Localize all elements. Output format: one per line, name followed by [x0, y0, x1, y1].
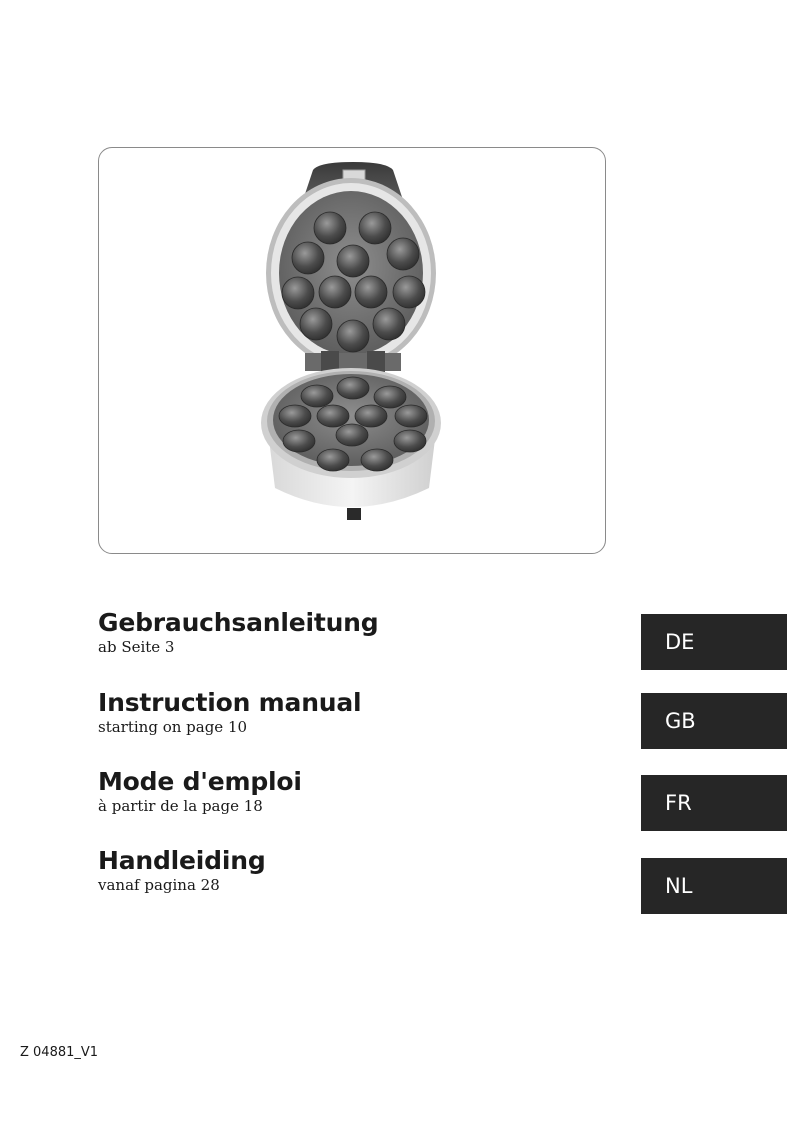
baking-hole	[373, 308, 405, 340]
baking-hole	[336, 424, 368, 446]
baking-hole	[355, 276, 387, 308]
language-title: Mode d'emploi	[98, 767, 302, 796]
baking-hole	[395, 405, 427, 427]
baking-hole	[355, 405, 387, 427]
baking-hole	[283, 430, 315, 452]
baking-hole	[292, 242, 324, 274]
baking-hole	[279, 405, 311, 427]
language-subtitle: vanaf pagina 28	[98, 876, 220, 894]
language-title: Gebrauchsanleitung	[98, 608, 379, 637]
baking-hole	[361, 449, 393, 471]
baking-hole	[319, 276, 351, 308]
language-entry-gb	[98, 688, 361, 736]
baking-hole	[314, 212, 346, 244]
document-code: Z 04881_V1	[20, 1045, 99, 1060]
baking-hole	[394, 430, 426, 452]
baking-hole	[301, 385, 333, 407]
baking-hole	[393, 276, 425, 308]
language-subtitle: ab Seite 3	[98, 638, 175, 656]
baking-hole	[359, 212, 391, 244]
language-title: Instruction manual	[98, 688, 362, 717]
cake-pop-maker-photo	[99, 148, 606, 554]
language-badge-fr: FR	[641, 775, 787, 831]
baking-hole	[317, 405, 349, 427]
language-subtitle: starting on page 10	[98, 718, 248, 736]
product-photo-frame	[98, 147, 606, 554]
baking-hole	[317, 449, 349, 471]
language-entry-nl	[98, 846, 266, 894]
language-badge-nl: NL	[641, 858, 787, 914]
language-badge-de: DE	[641, 614, 787, 670]
baking-hole	[300, 308, 332, 340]
baking-hole	[374, 386, 406, 408]
language-subtitle: à partir de la page 18	[98, 797, 263, 815]
baking-hole	[337, 245, 369, 277]
language-title: Handleiding	[98, 846, 266, 875]
baking-hole	[337, 377, 369, 399]
baking-hole	[337, 320, 369, 352]
baking-hole	[282, 277, 314, 309]
baking-hole	[387, 238, 419, 270]
language-entry-fr	[98, 767, 302, 815]
base-indicator	[347, 508, 361, 520]
language-badge-gb: GB	[641, 693, 787, 749]
language-entry-de	[98, 608, 378, 656]
